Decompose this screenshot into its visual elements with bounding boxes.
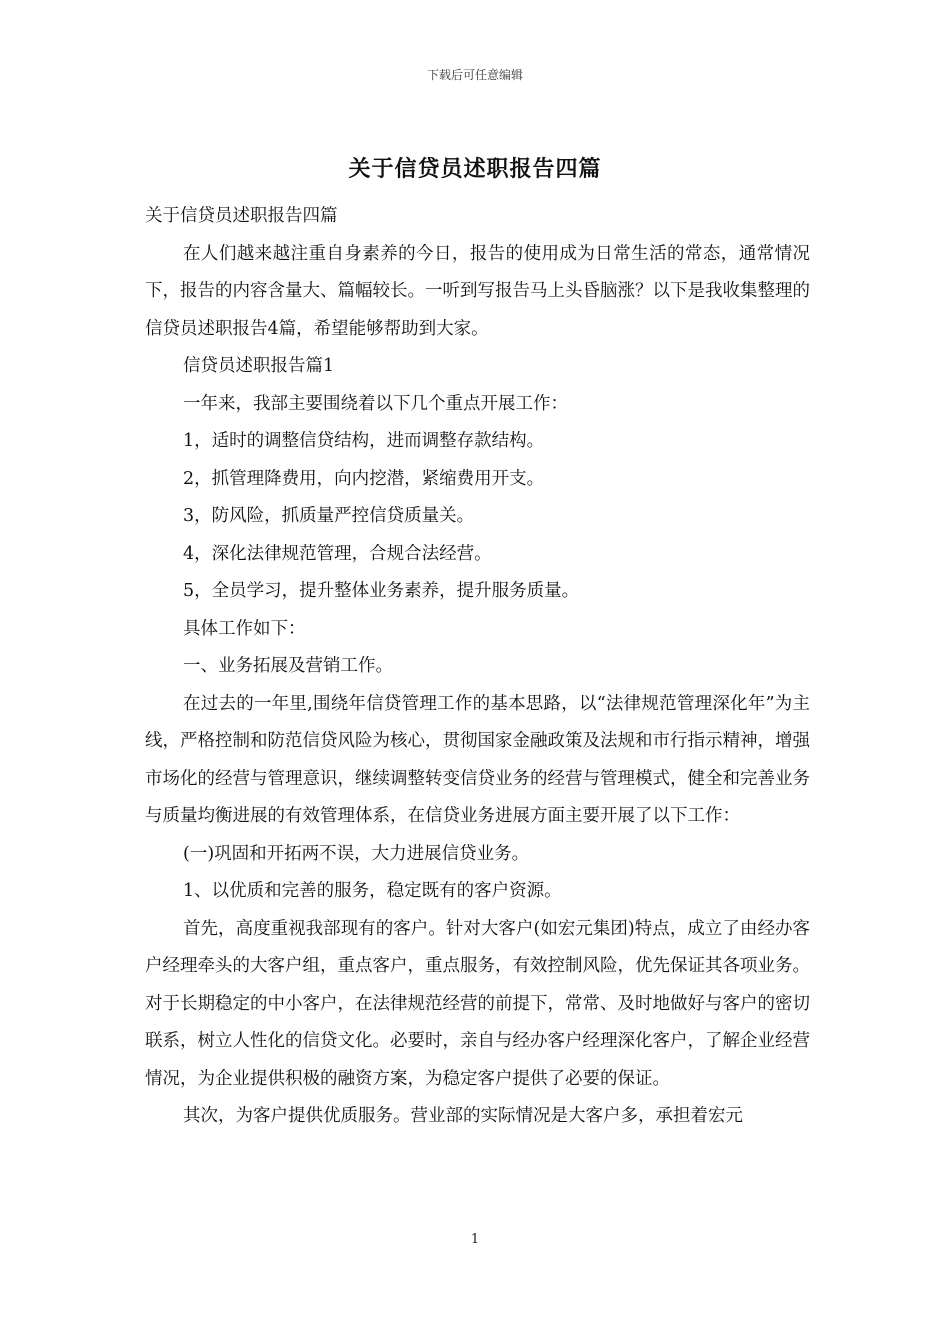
section-heading: 一、业务拓展及营销工作。 <box>183 656 393 676</box>
document-body <box>145 198 810 1136</box>
paragraph: 其次，为客户提供优质服务。营业部的实际情况是大客户多，承担着宏元 <box>183 1106 743 1126</box>
paragraph: 一年来，我部主要围绕着以下几个重点开展工作： <box>183 393 568 414</box>
paragraph: 在过去的一年里,围绕年信贷管理工作的基本思路，以“法律规范管理深化年”为主线，严格控制和防范信贷风险为核心，贯彻国家金融政策及法规和市行指示精神，增强市场化的经营与管理意识，继续调整转变信贷业务的经营与管理模式，健全和完善业务与质量均衡进展的有效管理体系，在信贷业务进展方面主要开展了以下工作： <box>145 693 810 826</box>
section-heading-report-1: 信贷员述职报告篇1 <box>183 356 335 376</box>
list-item: 5，全员学习，提升整体业务素养，提升服务质量。 <box>183 581 580 601</box>
subsection-heading: (一)巩固和开拓两不误，大力进展信贷业务。 <box>183 843 530 864</box>
page-number: 1 <box>470 1232 480 1247</box>
list-item: 4，深化法律规范管理，合规合法经营。 <box>183 543 492 564</box>
document-title: 关于信贷员述职报告四篇 <box>348 157 602 182</box>
paragraph-intro: 在人们越来越注重自身素养的今日，报告的使用成为日常生活的常态，通常情况下，报告的内容含量大、篇幅较长。一听到写报告马上头昏脑涨？以下是我收集整理的信贷员述职报告4篇，希望能够帮助到大家。 <box>145 243 810 339</box>
list-item: 3，防风险，抓质量严控信贷质量关。 <box>183 506 475 526</box>
paragraph: 首先，高度重视我部现有的客户。针对大客户(如宏元集团)特点，成立了由经办客户经理牵头的大客户组，重点客户，重点服务，有效控制风险，优先保证其各项业务。对于长期稳定的中小客户，在法律规范经营的前提下，常常、及时地做好与客户的密切联系，树立人性化的信贷文化。必要时，亲自与经办客户经理深化客户，了解企业经营情况，为企业提供积极的融资方案，为稳定客户提供了必要的保证。 <box>145 918 810 1089</box>
list-item: 1，适时的调整信贷结构，进而调整存款结构。 <box>183 431 545 451</box>
paragraph-subtitle: 关于信贷员述职报告四篇 <box>145 206 338 226</box>
paragraph: 具体工作如下： <box>183 618 306 639</box>
list-item: 2，抓管理降费用，向内挖潜，紧缩费用开支。 <box>183 468 545 489</box>
page-header-note: 下载后可任意编辑 <box>426 68 523 82</box>
subsection-heading: 1、以优质和完善的服务，稳定既有的客户资源。 <box>183 881 562 901</box>
